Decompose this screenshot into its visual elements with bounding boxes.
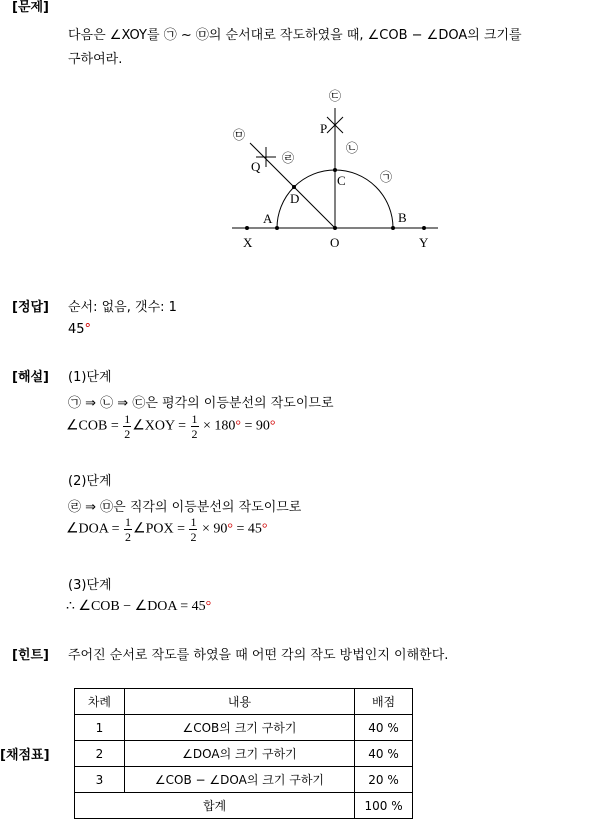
row-content: ∠DOA의 크기 구하기 — [124, 741, 354, 767]
step-mark-2: ㉡ — [346, 141, 359, 155]
label-q: Q — [251, 159, 261, 174]
eq2-result: = 45 — [232, 521, 262, 537]
label-a: A — [263, 211, 273, 226]
step1-equation: ∠COB = $\frac{1}{2}$ ∠XOY = $\frac{1}{2}$ × 180° = 90° — [66, 412, 276, 441]
step-mark-3: ㉢ — [329, 89, 342, 103]
header-content: 내용 — [124, 689, 354, 715]
problem-label: [문제] — [12, 0, 49, 15]
eq2-lhs: ∠DOA = — [66, 521, 120, 537]
problem-text-line2: 구하여라. — [68, 52, 123, 67]
label-y: Y — [419, 235, 429, 250]
eq1-result: = 90 — [241, 418, 270, 434]
label-d: D — [290, 191, 300, 206]
point-b-dot — [391, 226, 395, 230]
point-y-dot — [422, 226, 426, 230]
eq2-fraction-1: $\frac{1}{2}$ — [125, 515, 132, 544]
point-a-dot — [275, 226, 279, 230]
step2-title: (2)단계 — [68, 474, 112, 489]
hint-label: [힌트] — [12, 648, 49, 663]
answer-line1: 순서: 없음, 갯수: 1 — [68, 300, 177, 315]
eq2-rhs: × 90 — [201, 521, 228, 537]
eq3-text: ∴ ∠COB − ∠DOA = 45 — [66, 599, 206, 614]
step3-equation: ∴ ∠COB − ∠DOA = 45° — [66, 599, 212, 614]
answer-value-line — [68, 322, 91, 337]
eq1-rhs: × 180 — [203, 418, 236, 434]
problem-text-line1: 다음은 ∠XOY를 ㉠ ~ ㉤의 순서대로 작도하였을 때, ∠COB − ∠DOA의 크기를 — [68, 28, 522, 43]
answer-label: [정답] — [12, 300, 49, 315]
step-mark-4: ㉣ — [282, 151, 295, 165]
label-b: B — [398, 210, 407, 225]
point-x-dot — [245, 226, 249, 230]
step2-equation: ∠DOA = $\frac{1}{2}$ ∠POX = $\frac{1}{2}$ × 90° = 45° — [66, 515, 268, 544]
degree-mark: ° — [84, 322, 92, 337]
table-total-row — [75, 793, 413, 819]
eq1-lhs: ∠COB = — [66, 418, 119, 434]
point-c-dot — [333, 168, 337, 172]
step1-title: (1)단계 — [68, 370, 112, 385]
row-content: ∠COB − ∠DOA의 크기 구하기 — [124, 767, 354, 793]
eq2-mid: ∠POX = — [133, 521, 185, 537]
table-row — [75, 767, 413, 793]
label-x: X — [243, 235, 253, 250]
header-order: 차례 — [75, 689, 125, 715]
step1-line: ㉠ ⇒ ㉡ ⇒ ㉢은 평각의 이등분선의 작도이므로 — [68, 396, 334, 411]
eq1-mid: ∠XOY = — [132, 418, 186, 434]
table-row — [75, 715, 413, 741]
row-order: 3 — [75, 767, 125, 793]
scoring-table — [74, 688, 413, 819]
header-score: 배점 — [355, 689, 413, 715]
eq1-fraction-1: $\frac{1}{2}$ — [124, 412, 131, 441]
row-score: 40 % — [355, 741, 413, 767]
step3-title: (3)단계 — [68, 578, 112, 593]
row-score: 40 % — [355, 715, 413, 741]
step-mark-5: ㉤ — [233, 128, 246, 142]
eq2-fraction-2: $\frac{1}{2}$ — [190, 515, 197, 544]
row-content: ∠COB의 크기 구하기 — [124, 715, 354, 741]
step-mark-1: ㉠ — [380, 170, 393, 184]
answer-value: 45 — [68, 322, 85, 337]
point-o-dot — [333, 226, 337, 230]
row-order: 1 — [75, 715, 125, 741]
total-label: 합계 — [75, 793, 355, 819]
step2-line: ㉣ ⇒ ㉤은 직각의 이등분선의 작도이므로 — [68, 500, 302, 515]
construction-figure — [0, 0, 603, 270]
label-p: P — [320, 121, 328, 136]
label-o: O — [330, 235, 340, 250]
label-c: C — [337, 173, 346, 188]
row-order: 2 — [75, 741, 125, 767]
table-row — [75, 741, 413, 767]
solution-label: [해설] — [12, 370, 49, 385]
row-score: 20 % — [355, 767, 413, 793]
point-d-dot — [292, 185, 296, 189]
eq1-fraction-2: $\frac{1}{2}$ — [191, 412, 198, 441]
total-value: 100 % — [355, 793, 413, 819]
scoring-label: [채점표] — [0, 748, 50, 763]
table-header-row — [75, 689, 413, 715]
hint-text: 주어진 순서로 작도를 하였을 때 어떤 각의 작도 방법인지 이해한다. — [68, 648, 449, 663]
